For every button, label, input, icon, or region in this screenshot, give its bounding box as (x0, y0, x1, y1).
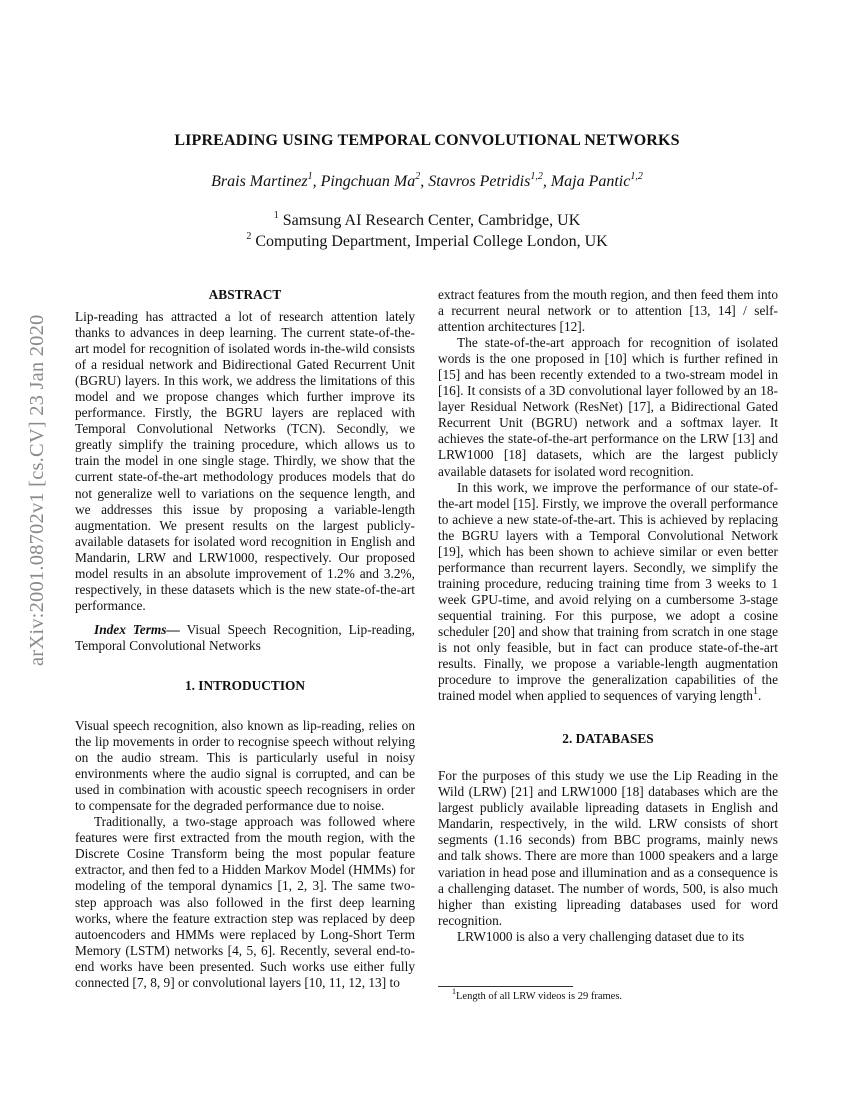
footnote (452, 986, 782, 1003)
author-affiliation-mark: 1,2 (630, 170, 643, 182)
intro-paragraph-5-end: . (757, 688, 762, 704)
author-name: Brais Martinez (211, 173, 308, 190)
index-terms-text: Visual Speech Recognition, Lip-reading, Temporal Convolutional Networks (75, 621, 415, 653)
affiliation-text: Samsung AI Research Center, Cambridge, UK (282, 212, 581, 229)
author-name: Stavros Petridis (428, 173, 531, 190)
arxiv-identifier: arXiv:2001.08702v1 [cs.CV] 23 Jan 2020 (26, 314, 48, 666)
paper-title: LIPREADING USING TEMPORAL CONVOLUTIONAL NETWORKS (174, 132, 680, 149)
arxiv-sidebar-stamp (22, 296, 52, 666)
right-column (438, 287, 778, 945)
author-affiliation-mark: 2 (415, 170, 421, 182)
intro-paragraph-2: Traditionally, a two-stage approach was followed where features were first extracted from the mouth region, with the Discrete Cosine Transform being the most popular feature extractor, and then fed to a Hidden Markov Model (HMMs) for modeling of the temporal dynamics [1, 2, 3]. The same two-step approach was also followed in the first deep learning works, where the feature extraction step was replaced by deep autoencoders and HMMs were replaced by Long-Short Term Memory (LSTM) networks [4, 5, 6]. Recently, several end-to-end works have been presented. Such works use either fully connected [7, 8, 9] or convolutional layers [10, 11, 12, 13] to (75, 814, 415, 990)
affiliation-1 (70, 211, 784, 231)
footnote-text: Length of all LRW videos is 29 frames. (456, 991, 623, 1002)
index-terms-label: Index Terms— (94, 621, 180, 637)
affiliation-mark: 1 (273, 209, 279, 221)
index-terms (75, 622, 415, 654)
intro-paragraph-5 (438, 480, 778, 705)
intro-paragraph-4: The state-of-the-art approach for recognition of isolated words is the one proposed in [10] which is further refined in [15] and has been recently extended to a two-stream model in [16]. It consists of a 3D convolutional layer followed by an 18-layer Residual Network (ResNet) [17], a Bidirectional Gated Recurrent Unit (BGRU) network and a softmax layer. It achieves the state-of-the-art performance on the LRW [13] and LRW1000 [18] datasets, which are the largest publicly available datasets for isolated word recognition. (438, 335, 778, 479)
footnote-marker: 1 (752, 685, 758, 697)
affiliation-2 (70, 232, 784, 252)
intro-paragraph-1: Visual speech recognition, also known as lip-reading, relies on the lip movements in order to recognise speech without relying on the audio stream. This is particularly useful in noisy environments where the audio signal is corrupted, and can be used in combination with acoustic speech recognisers in order to compensate for the degraded performance due to noise. (75, 717, 415, 814)
abstract-text: Lip-reading has attracted a lot of research attention lately thanks to advances in deep learning. The current state-of-the-art model for recognition of isolated words in-the-wild consists of a residual network and Bidirectional Gated Recurrent Unit (BGRU) layers. In this work, we address the limitations of this model and we propose changes which further improve its performance. Firstly, the BGRU layers are replaced with Temporal Convolutional Networks (TCN). Secondly, we greatly simplify the training procedure, which allows us to train the model in one single stage. Thirdly, we show that the current state-of-the-art methodology produces models that do not generalize well to variations on the sequence length, and we addresses this issue by proposing a variable-length augmentation. We present results on the largest publicly-available datasets for isolated word recognition in English and Mandarin, LRW and LRW1000, respectively. Our proposed model results in an absolute improvement of 1.2% and 3.2%, respectively, in these datasets which is the new state-of-the-art performance. (75, 309, 415, 613)
affiliation-text: Computing Department, Imperial College London, UK (255, 233, 608, 250)
author-list: Brais Martinez$^1$, Pingchuan Ma$^2$, Stavros Petridis$^{1,2}$, Maja Pantic$^{1,2}$ (211, 170, 643, 190)
author-affiliation-mark: 1 (307, 170, 313, 182)
intro-paragraph-3: extract features from the mouth region, and then feed them into a recurrent neural network or to attention [13, 14] / self-attention architectures [12]. (438, 287, 778, 335)
author-name: Pingchuan Ma (320, 173, 416, 190)
left-column (75, 287, 415, 991)
affiliation-mark: 2 (246, 230, 252, 242)
abstract-heading: ABSTRACT (208, 287, 282, 302)
footnote-rule (438, 986, 573, 987)
section-heading-introduction: 1. INTRODUCTION (184, 677, 306, 693)
author-affiliation-mark: 1,2 (530, 170, 543, 182)
databases-paragraph-1: For the purposes of this study we use the Lip Reading in the Wild (LRW) [21] and LRW1000 [18] databases which are the largest publicly available lipreading datasets in English and Mandarin, respectively, in the wild. LRW consists of short segments (1.16 seconds) from BBC programs, mainly news and talk shows. There are more than 1000 speakers and a large variation in head pose and illumination and as a consequence is a challenging dataset. The number of words, 500, is also much higher than existing lipreading databases used for word recognition. (438, 768, 778, 928)
footnote-number: 1 (452, 986, 456, 996)
author-name: Maja Pantic (550, 173, 631, 190)
section-heading-databases: 2. DATABASES (562, 731, 654, 747)
intro-paragraph-5-text: In this work, we improve the performance of our state-of-the-art model [15]. Firstly, we improve the overall performance to achieve a new state-of-the-art. This is achieved by replacing the BGRU layers with a Temporal Convolutional Network [19], which has been shown to achieve similar or even better performance than recurrent layers. Secondly, we simplify the training procedure, reducing training time from 3 weeks to 1 week GPU-time, and avoid relying on a cumbersome 3-stage sequential training. For this purpose, we adopt a cosine scheduler [20] and show that training from scratch in one stage is not only feasible, but in fact can produce state-of-the-art results. Finally, we propose a variable-length augmentation procedure to improve the generalization capabilities of the trained model when applied to sequences of varying length (438, 479, 778, 704)
databases-paragraph-2: LRW1000 is also a very challenging dataset due to its (457, 928, 745, 944)
